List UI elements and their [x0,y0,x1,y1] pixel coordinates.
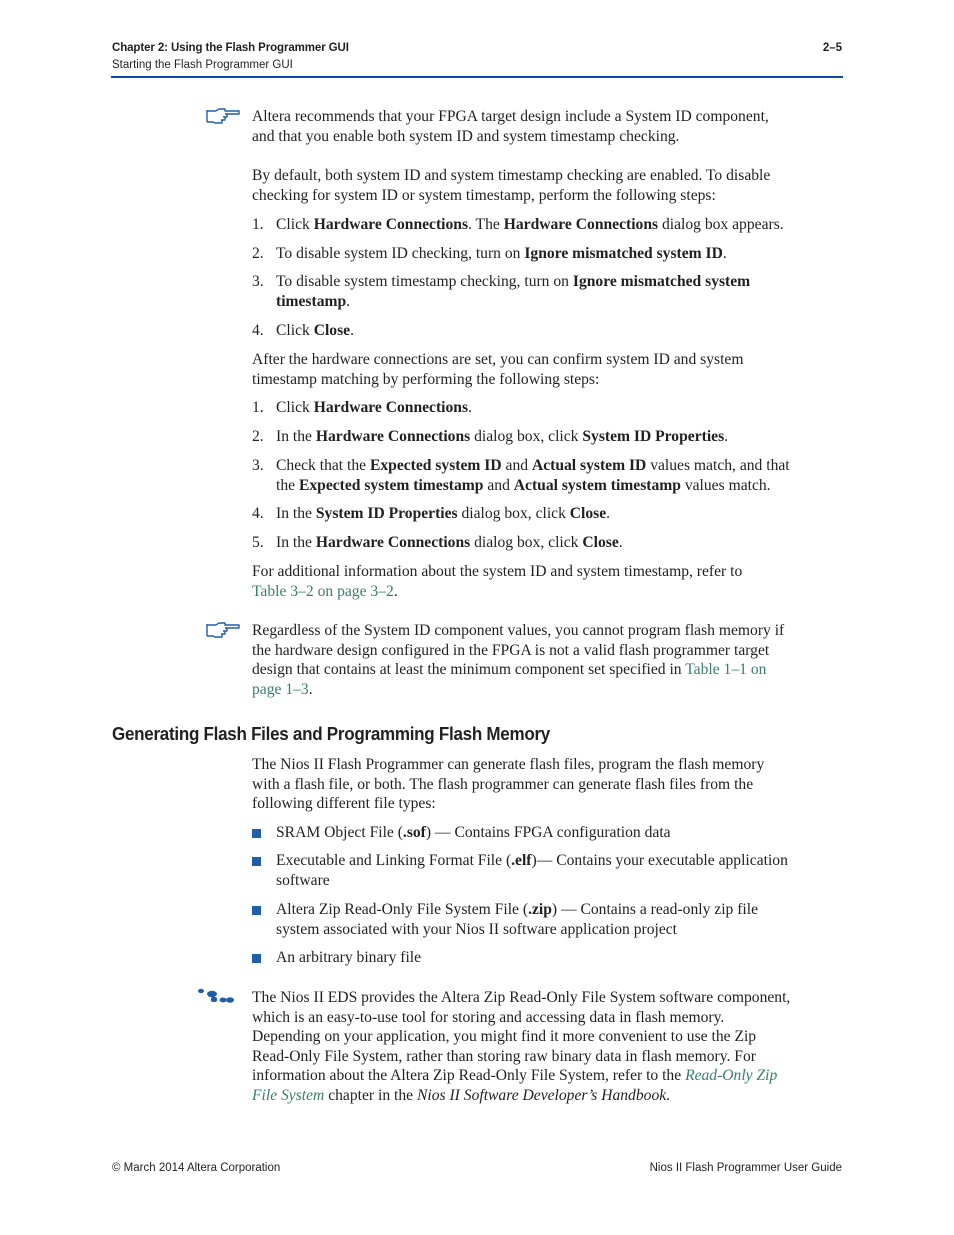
list-text: software [276,871,330,889]
list-text: ) — Contains FPGA configuration data [425,824,671,841]
paragraph-line: checking for system ID or system timestamp, perform the following steps: [252,186,716,204]
step-text: Click [276,399,314,416]
note-line: the hardware design configured in the FPGA is not a valid flash programmer target [252,641,770,659]
note-line: . [666,1086,671,1104]
step-item [276,533,842,553]
list-text: system associated with your Nios II software application project [276,920,677,938]
file-extension: .zip [528,901,552,918]
note-line: . [308,680,313,698]
footer-guide-title: Nios II Flash Programmer User Guide [649,1162,842,1174]
note-line: Altera recommends that your FPGA target design include a System ID component, [252,108,769,125]
list-item [276,851,842,890]
ui-term: System ID Properties [582,428,725,445]
note-flash-target-design [252,621,842,699]
note-line: chapter in the [324,1086,417,1104]
step-text: dialog box appears. [658,216,784,233]
step-text: and [483,476,514,494]
list-text: Executable and Linking Format File ( [276,852,512,869]
list-text: An arbitrary binary file [276,949,422,966]
paragraph-confirm-matching [252,350,842,389]
ui-term: Hardware Connections [313,399,469,416]
step-text: dialog box, click [457,505,570,522]
ui-term: Close [582,534,619,551]
step-text: . [350,322,354,339]
step-item [276,321,842,341]
paragraph-additional-info [252,562,842,601]
list-item [276,900,842,939]
step-text: . [722,245,727,262]
note-line: The Nios II EDS provides the Altera Zip Read-Only File System software component, [252,989,791,1006]
step-text: Click [276,322,314,339]
hand-pointer-icon [205,621,241,639]
bullet-marker [252,954,261,963]
step-text: . [606,505,611,522]
paragraph-default-checking [252,166,842,205]
paragraph-line: . [393,582,398,600]
note-zip-file-system [252,988,842,1105]
file-extension: .sof [402,824,426,841]
step-number: 3. [252,457,264,474]
step-text: Check that the [276,457,370,474]
step-number: 4. [252,322,264,339]
note-line: design that contains at least the minimum component set specified in [252,661,686,678]
step-text: values match, and that [646,457,790,474]
ui-term: Ignore mismatched system ID [524,245,723,262]
step-text: . [346,292,351,310]
list-text: )— Contains your executable application [531,852,788,869]
step-text: Click [276,216,314,233]
cross-reference-link[interactable]: Table 3–2 on page 3–2 [252,582,394,600]
step-text: To disable system timestamp checking, turn on [276,273,573,290]
ui-term: System ID Properties [315,505,458,522]
step-text: values match. [680,476,771,494]
step-item [276,398,842,418]
step-number: 1. [252,399,264,416]
ui-term: Actual system timestamp [513,476,681,494]
step-item [276,215,842,235]
step-number: 5. [252,534,264,551]
bullet-marker [252,857,261,866]
chapter-link[interactable]: File System [252,1086,325,1104]
header-rule [111,76,843,78]
paragraph-file-types-intro [252,755,842,814]
cross-reference-link[interactable]: page 1–3 [252,680,309,698]
paragraph-line: The Nios II Flash Programmer can generate flash files, program the flash memory [252,756,765,773]
paragraph-line: By default, both system ID and system timestamp checking are enabled. To disable [252,167,771,184]
step-number: 4. [252,505,264,522]
step-text: In the [276,534,316,551]
step-item [276,456,842,495]
ui-term: Close [569,505,607,522]
step-item [276,504,842,524]
list-text: Altera Zip Read-Only File System File ( [276,901,529,918]
chapter-link[interactable]: Read-Only Zip [685,1067,778,1084]
page-number: 2–5 [822,42,842,54]
hand-pointer-icon [205,107,241,125]
file-extension: .elf [511,852,532,869]
step-text: dialog box, click [470,534,583,551]
handbook-title: Nios II Software Developer’s Handbook [416,1086,667,1104]
list-text: SRAM Object File ( [276,824,403,841]
ui-term: Hardware Connections [313,216,469,233]
step-text: the [276,476,299,494]
footprints-icon [196,987,236,1005]
note-line: Regardless of the System ID component values, you cannot program flash memory if [252,622,785,639]
ui-term: Close [313,322,351,339]
footer-copyright: © March 2014 Altera Corporation [112,1162,281,1174]
step-text: . [724,428,729,445]
step-item [276,244,842,264]
running-header-section: Starting the Flash Programmer GUI [112,59,293,71]
step-number: 3. [252,273,264,290]
list-item [276,823,842,843]
step-number: 2. [252,245,264,262]
step-item [276,427,842,447]
note-line: Depending on your application, you might find it more convenient to use the Zip [252,1028,757,1045]
list-item [276,948,842,968]
paragraph-line: with a flash file, or both. The flash programmer can generate flash files from the [252,775,754,793]
step-text: and [501,457,532,474]
ui-term: Expected system ID [369,457,502,474]
paragraph-line: For additional information about the system ID and system timestamp, refer to [252,563,743,580]
ui-term: Hardware Connections [315,534,471,551]
note-line: which is an easy-to-use tool for storing and accessing data in flash memory. [252,1008,725,1026]
note-line: Read-Only File System, rather than storing raw binary data in flash memory. For [252,1047,756,1065]
step-number: 2. [252,428,264,445]
cross-reference-link[interactable]: Table 1–1 on [685,661,767,678]
ui-term: Actual system ID [531,457,647,474]
step-item [276,272,842,311]
ui-term: Expected system timestamp [298,476,484,494]
step-text: . [468,399,472,416]
step-number: 1. [252,216,264,233]
bullet-marker [252,906,261,915]
bullet-marker [252,829,261,838]
paragraph-line: following different file types: [252,795,436,812]
step-text: In the [276,428,316,445]
step-text: To disable system ID checking, turn on [276,245,525,262]
ui-term: Hardware Connections [315,428,471,445]
ui-term: Hardware Connections [503,216,659,233]
step-text: . The [468,216,504,233]
paragraph-line: timestamp matching by performing the following steps: [252,370,600,388]
note-recommend-system-id [252,107,842,146]
step-text: . [618,534,623,551]
ui-term: timestamp [276,292,347,310]
ui-term: Ignore mismatched system [572,273,751,290]
list-text: ) — Contains a read-only zip file [551,901,759,918]
step-text: In the [276,505,316,522]
running-header-chapter: Chapter 2: Using the Flash Programmer GUI [112,42,349,54]
section-heading: Generating Flash Files and Programming Flash Memory [112,723,551,744]
step-text: dialog box, click [470,428,583,445]
note-line: information about the Altera Zip Read-Only File System, refer to the [252,1067,686,1084]
note-line: and that you enable both system ID and system timestamp checking. [252,127,680,145]
paragraph-line: After the hardware connections are set, you can confirm system ID and system [252,351,744,368]
